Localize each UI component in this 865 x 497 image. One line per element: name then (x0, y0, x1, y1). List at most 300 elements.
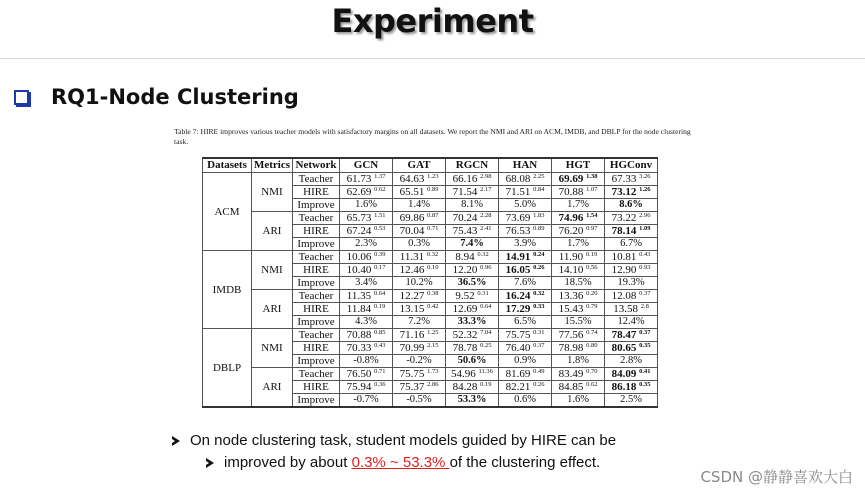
cell-std: 0.96 (480, 264, 492, 271)
value-cell (340, 173, 393, 186)
value-cell (552, 225, 605, 238)
value-cell (605, 303, 658, 316)
value-cell (446, 264, 499, 277)
value-cell (552, 316, 605, 329)
cell-std: 0.17 (374, 264, 386, 271)
cell-value: 70.04 (399, 225, 425, 237)
cell-value: 12.90 (611, 264, 637, 276)
cell-value: 36.5% (457, 277, 487, 288)
table-row (203, 329, 658, 342)
cell-value: 64.63 (399, 173, 425, 185)
cell-value: 75.43 (452, 225, 478, 237)
value-cell (605, 316, 658, 329)
cell-value: 83.49 (558, 368, 584, 380)
value-cell (340, 290, 393, 303)
value-cell (552, 277, 605, 290)
cell-std: 0.93 (639, 264, 651, 271)
value-cell (552, 368, 605, 381)
cell-value: 15.43 (558, 303, 584, 315)
value-cell (340, 368, 393, 381)
cell-std: 0.19 (480, 381, 492, 388)
cell-value: 12.27 (399, 290, 425, 302)
cell-value: 8.94 (455, 251, 475, 263)
value-cell (552, 186, 605, 199)
value-cell (446, 329, 499, 342)
value-cell (446, 186, 499, 199)
cell-value: 84.85 (558, 381, 584, 393)
header-hgconv: HGConv (605, 158, 658, 173)
value-cell (605, 264, 658, 277)
cell-value: -0.2% (406, 355, 432, 366)
cell-value: 12.20 (452, 264, 478, 276)
cell-std: 0.37 (639, 329, 651, 336)
network-cell: Teacher (293, 251, 340, 264)
header-hgt: HGT (552, 158, 605, 173)
value-cell (393, 173, 446, 186)
cell-value: 7.2% (408, 316, 430, 327)
cell-std: 1.51 (374, 212, 386, 219)
network-cell: Teacher (293, 329, 340, 342)
network-cell: Improve (293, 238, 340, 251)
network-cell: Teacher (293, 173, 340, 186)
value-cell (340, 329, 393, 342)
cell-value: 75.75 (399, 368, 425, 380)
value-cell (552, 199, 605, 212)
cell-value: 9.52 (455, 290, 475, 302)
cell-value: 13.15 (399, 303, 425, 315)
value-cell (446, 277, 499, 290)
value-cell (499, 368, 552, 381)
cell-std: 0.25 (480, 342, 492, 349)
cell-std: 0.80 (586, 342, 598, 349)
value-cell (499, 238, 552, 251)
cell-std: 2.28 (480, 212, 492, 219)
value-cell (446, 173, 499, 186)
cell-value: 2.5% (620, 394, 642, 405)
value-cell (605, 238, 658, 251)
cell-value: 78.78 (452, 342, 478, 354)
value-cell (393, 342, 446, 355)
value-cell (446, 316, 499, 329)
value-cell (499, 199, 552, 212)
value-cell (393, 381, 446, 394)
value-cell (552, 212, 605, 225)
value-cell (340, 186, 393, 199)
arrow-bullet-icon (172, 436, 180, 446)
value-cell (499, 277, 552, 290)
cell-value: 69.86 (399, 212, 425, 224)
cell-std: 0.43 (639, 251, 651, 258)
cell-std: 2.41 (480, 225, 492, 232)
cell-value: 76.53 (505, 225, 531, 237)
cell-value: 69.69 (558, 173, 584, 185)
cell-value: 66.16 (452, 173, 478, 185)
cell-std: 0.84 (533, 186, 545, 193)
value-cell (446, 355, 499, 368)
cell-value: 78.14 (611, 225, 637, 237)
value-cell (552, 329, 605, 342)
network-cell: Improve (293, 316, 340, 329)
cell-value: 73.69 (505, 212, 531, 224)
cell-value: 11.31 (399, 251, 425, 263)
value-cell (446, 251, 499, 264)
table-row (203, 173, 658, 186)
cell-std: 0.49 (533, 368, 545, 375)
cell-value: 52.32 (452, 329, 478, 341)
cell-value: 0.6% (514, 394, 536, 405)
cell-value: 73.22 (611, 212, 637, 224)
cell-std: 1.23 (427, 173, 439, 180)
network-cell: Improve (293, 355, 340, 368)
value-cell (393, 186, 446, 199)
value-cell (446, 225, 499, 238)
value-cell (499, 329, 552, 342)
dataset-cell: ACM (203, 173, 252, 251)
cell-value: 0.3% (408, 238, 430, 249)
metric-cell: NMI (252, 173, 293, 212)
value-cell (605, 368, 658, 381)
cell-std: 1.73 (427, 368, 439, 375)
metric-cell: ARI (252, 290, 293, 329)
metric-cell: NMI (252, 329, 293, 368)
cell-value: 75.94 (346, 381, 372, 393)
cell-value: 82.21 (505, 381, 531, 393)
cell-value: 18.5% (564, 277, 592, 288)
bullet-text-1: On node clustering task, student models guided by HIRE can be (190, 432, 617, 449)
cell-value: 11.35 (346, 290, 372, 302)
cell-value: 1.8% (567, 355, 589, 366)
value-cell (340, 342, 393, 355)
value-cell (499, 225, 552, 238)
cell-value: -0.5% (406, 394, 432, 405)
cell-value: 68.08 (505, 173, 531, 185)
network-cell: Teacher (293, 290, 340, 303)
cell-std: 2.8 (640, 303, 649, 310)
cell-std: 0.35 (639, 342, 651, 349)
value-cell (340, 225, 393, 238)
cell-std: 0.26 (533, 264, 545, 271)
value-cell (605, 199, 658, 212)
cell-std: 2.98 (480, 173, 492, 180)
cell-value: 1.6% (355, 199, 377, 210)
metric-cell: NMI (252, 251, 293, 290)
cell-value: 67.24 (346, 225, 372, 237)
cell-std: 0.64 (373, 290, 386, 297)
cell-value: 11.90 (558, 251, 584, 263)
cell-std: 0.74 (586, 329, 598, 336)
value-cell (605, 212, 658, 225)
cell-std: 0.71 (374, 368, 386, 375)
value-cell (393, 277, 446, 290)
cell-std: 0.56 (586, 264, 598, 271)
cell-value: 70.88 (558, 186, 584, 198)
cell-value: 75.37 (399, 381, 425, 393)
value-cell (605, 251, 658, 264)
cell-value: 17.29 (505, 303, 531, 315)
cell-std: 2.25 (533, 173, 545, 180)
network-cell: HIRE (293, 264, 340, 277)
value-cell (605, 173, 658, 186)
cell-value: 84.09 (611, 368, 637, 380)
cell-value: 1.4% (408, 199, 430, 210)
value-cell (340, 394, 393, 408)
value-cell (446, 212, 499, 225)
cell-value: 14.10 (558, 264, 584, 276)
cell-std: 1.83 (533, 212, 545, 219)
header-metrics: Metrics (252, 158, 293, 173)
value-cell (340, 303, 393, 316)
value-cell (340, 251, 393, 264)
cell-value: 65.51 (399, 186, 425, 198)
cell-std: 0.38 (427, 290, 439, 297)
table-caption: Table 7: HIRE improves various teacher models with satisfactory margins on all datasets. We report the NMI and ARI on ACM, IMDB, and DBLP for the node clustering task. (174, 127, 691, 146)
value-cell (393, 329, 446, 342)
value-cell (340, 316, 393, 329)
cell-std: 0.79 (586, 303, 598, 310)
bullet-point-2 (206, 454, 600, 471)
network-cell: Improve (293, 199, 340, 212)
metric-cell: ARI (252, 212, 293, 251)
header-gat: GAT (393, 158, 446, 173)
value-cell (393, 355, 446, 368)
network-cell: HIRE (293, 381, 340, 394)
cell-std: 11.36 (478, 368, 493, 375)
cell-value: 84.28 (452, 381, 478, 393)
cell-std: 0.85 (374, 329, 386, 336)
cell-std: 0.31 (533, 329, 545, 336)
cell-value: 19.3% (617, 277, 645, 288)
cell-value: 54.96 (451, 368, 476, 380)
cell-std: 0.64 (480, 303, 492, 310)
cell-value: 75.75 (505, 329, 531, 341)
cell-value: 71.51 (505, 186, 531, 198)
cell-value: 6.7% (620, 238, 642, 249)
network-cell: Improve (293, 394, 340, 408)
cell-std: 1.09 (639, 225, 651, 232)
network-cell: HIRE (293, 342, 340, 355)
cell-value: 10.06 (346, 251, 372, 263)
cell-value: 10.81 (611, 251, 637, 263)
cell-value: 4.3% (355, 316, 377, 327)
cell-std: 0.71 (427, 225, 439, 232)
cell-std: 1.37 (374, 173, 386, 180)
cell-value: 13.58 (613, 303, 638, 315)
cell-value: 61.73 (346, 173, 372, 185)
value-cell (393, 251, 446, 264)
value-cell (393, 368, 446, 381)
section-heading (14, 82, 299, 112)
value-cell (393, 238, 446, 251)
value-cell (605, 329, 658, 342)
cell-std: 1.25 (427, 329, 439, 336)
table-row (203, 368, 658, 381)
cell-value: 73.12 (611, 186, 637, 198)
network-cell: Improve (293, 277, 340, 290)
cell-std: 1.54 (586, 212, 598, 219)
header-rgcn: RGCN (446, 158, 499, 173)
bullet-text-2-suffix: of the clustering effect. (449, 454, 601, 471)
network-cell: HIRE (293, 303, 340, 316)
value-cell (393, 199, 446, 212)
bullet-text-2-prefix: improved by about (224, 454, 352, 471)
value-cell (393, 264, 446, 277)
value-cell (340, 381, 393, 394)
cell-std: 3.26 (639, 173, 651, 180)
cell-value: 78.47 (611, 329, 637, 341)
cell-std: 0.97 (586, 225, 598, 232)
cell-value: 0.9% (514, 355, 536, 366)
cell-value: 77.56 (558, 329, 584, 341)
value-cell (446, 303, 499, 316)
header-gcn: GCN (340, 158, 393, 173)
value-cell (393, 394, 446, 408)
cell-value: 67.33 (611, 173, 637, 185)
cell-value: 10.2% (405, 277, 433, 288)
value-cell (340, 277, 393, 290)
value-cell (340, 199, 393, 212)
cell-value: 33.3% (457, 316, 487, 327)
results-table (202, 157, 658, 408)
cell-value: 1.7% (567, 238, 589, 249)
cell-value: 78.98 (558, 342, 584, 354)
cell-std: 0.62 (374, 186, 386, 193)
value-cell (446, 290, 499, 303)
value-cell (446, 238, 499, 251)
cell-std: 2.17 (480, 186, 492, 193)
cell-value: 12.46 (399, 264, 425, 276)
cell-value: 2.3% (355, 238, 377, 249)
cell-std: 1.38 (586, 173, 598, 180)
bullet-point-1 (172, 432, 616, 449)
cell-std: 0.32 (426, 251, 439, 258)
metric-cell: ARI (252, 368, 293, 408)
value-cell (499, 355, 552, 368)
cell-std: 0.32 (477, 251, 489, 258)
cell-std: 0.87 (427, 212, 439, 219)
slide-title: Experiment (331, 2, 534, 40)
value-cell (446, 199, 499, 212)
cell-std: 0.70 (586, 368, 598, 375)
value-cell (605, 290, 658, 303)
cell-value: 12.08 (611, 290, 637, 302)
cell-value: 8.6% (619, 199, 643, 210)
cell-value: 70.33 (346, 342, 372, 354)
cell-std: 0.62 (586, 381, 598, 388)
cell-value: 10.40 (346, 264, 372, 276)
cell-value: 70.99 (399, 342, 425, 354)
cell-value: 7.6% (514, 277, 536, 288)
cell-std: 0.10 (427, 264, 439, 271)
value-cell (393, 303, 446, 316)
value-cell (499, 290, 552, 303)
cell-std: 0.39 (374, 251, 386, 258)
value-cell (393, 290, 446, 303)
cell-std: 0.20 (586, 290, 598, 297)
value-cell (499, 303, 552, 316)
header-han: HAN (499, 158, 552, 173)
network-cell: HIRE (293, 186, 340, 199)
cell-value: 11.84 (346, 303, 372, 315)
value-cell (605, 225, 658, 238)
cell-value: 50.6% (457, 355, 487, 366)
cell-value: 3.9% (514, 238, 536, 249)
cell-value: 76.50 (346, 368, 372, 380)
value-cell (552, 290, 605, 303)
cell-value: 62.69 (346, 186, 372, 198)
cell-value: 1.6% (567, 394, 589, 405)
cell-value: 70.24 (452, 212, 478, 224)
value-cell (446, 368, 499, 381)
cell-value: 12.69 (452, 303, 478, 315)
value-cell (499, 264, 552, 277)
cell-value: 80.65 (611, 342, 637, 354)
cell-value: 65.73 (346, 212, 372, 224)
cell-value: 76.20 (558, 225, 584, 237)
cell-std: 0.26 (533, 381, 545, 388)
cell-value: 7.4% (460, 238, 484, 249)
table-row (203, 290, 658, 303)
cell-value: 14.91 (505, 251, 531, 263)
cell-value: 81.69 (505, 368, 531, 380)
cell-std: 2.86 (427, 381, 439, 388)
cell-std: 0.53 (374, 225, 386, 232)
value-cell (499, 381, 552, 394)
cell-std: 0.43 (374, 342, 386, 349)
cell-value: 2.8% (620, 355, 642, 366)
value-cell (605, 355, 658, 368)
section-title: RQ1-Node Clustering (51, 85, 299, 109)
value-cell (552, 381, 605, 394)
cell-value: 53.3% (457, 394, 487, 405)
value-cell (605, 342, 658, 355)
cell-value: 16.05 (505, 264, 531, 276)
cell-value: 70.88 (346, 329, 372, 341)
cell-std: 7.04 (480, 329, 492, 336)
cell-value: 71.16 (399, 329, 425, 341)
value-cell (605, 186, 658, 199)
value-cell (340, 212, 393, 225)
value-cell (605, 394, 658, 408)
table-row (203, 251, 658, 264)
value-cell (499, 394, 552, 408)
cell-value: 16.24 (505, 290, 531, 302)
value-cell (393, 212, 446, 225)
square-bullet-icon (14, 90, 29, 105)
network-cell: Teacher (293, 212, 340, 225)
cell-value: 13.36 (558, 290, 584, 302)
dataset-cell: IMDB (203, 251, 252, 329)
cell-std: 1.07 (586, 186, 598, 193)
value-cell (552, 264, 605, 277)
cell-std: 2.96 (639, 212, 651, 219)
cell-value: 6.5% (514, 316, 536, 327)
cell-value: 8.1% (461, 199, 483, 210)
cell-std: 0.19 (585, 251, 598, 258)
network-cell: Teacher (293, 368, 340, 381)
table-row (203, 212, 658, 225)
cell-value: -0.8% (353, 355, 379, 366)
value-cell (605, 381, 658, 394)
cell-std: 0.33 (533, 303, 545, 310)
cell-value: 15.5% (564, 316, 592, 327)
cell-value: 71.54 (452, 186, 478, 198)
cell-std: 0.89 (427, 186, 439, 193)
cell-std: 0.42 (427, 303, 439, 310)
header-datasets: Datasets (203, 158, 252, 173)
cell-std: 0.19 (373, 303, 386, 310)
value-cell (393, 225, 446, 238)
value-cell (552, 342, 605, 355)
